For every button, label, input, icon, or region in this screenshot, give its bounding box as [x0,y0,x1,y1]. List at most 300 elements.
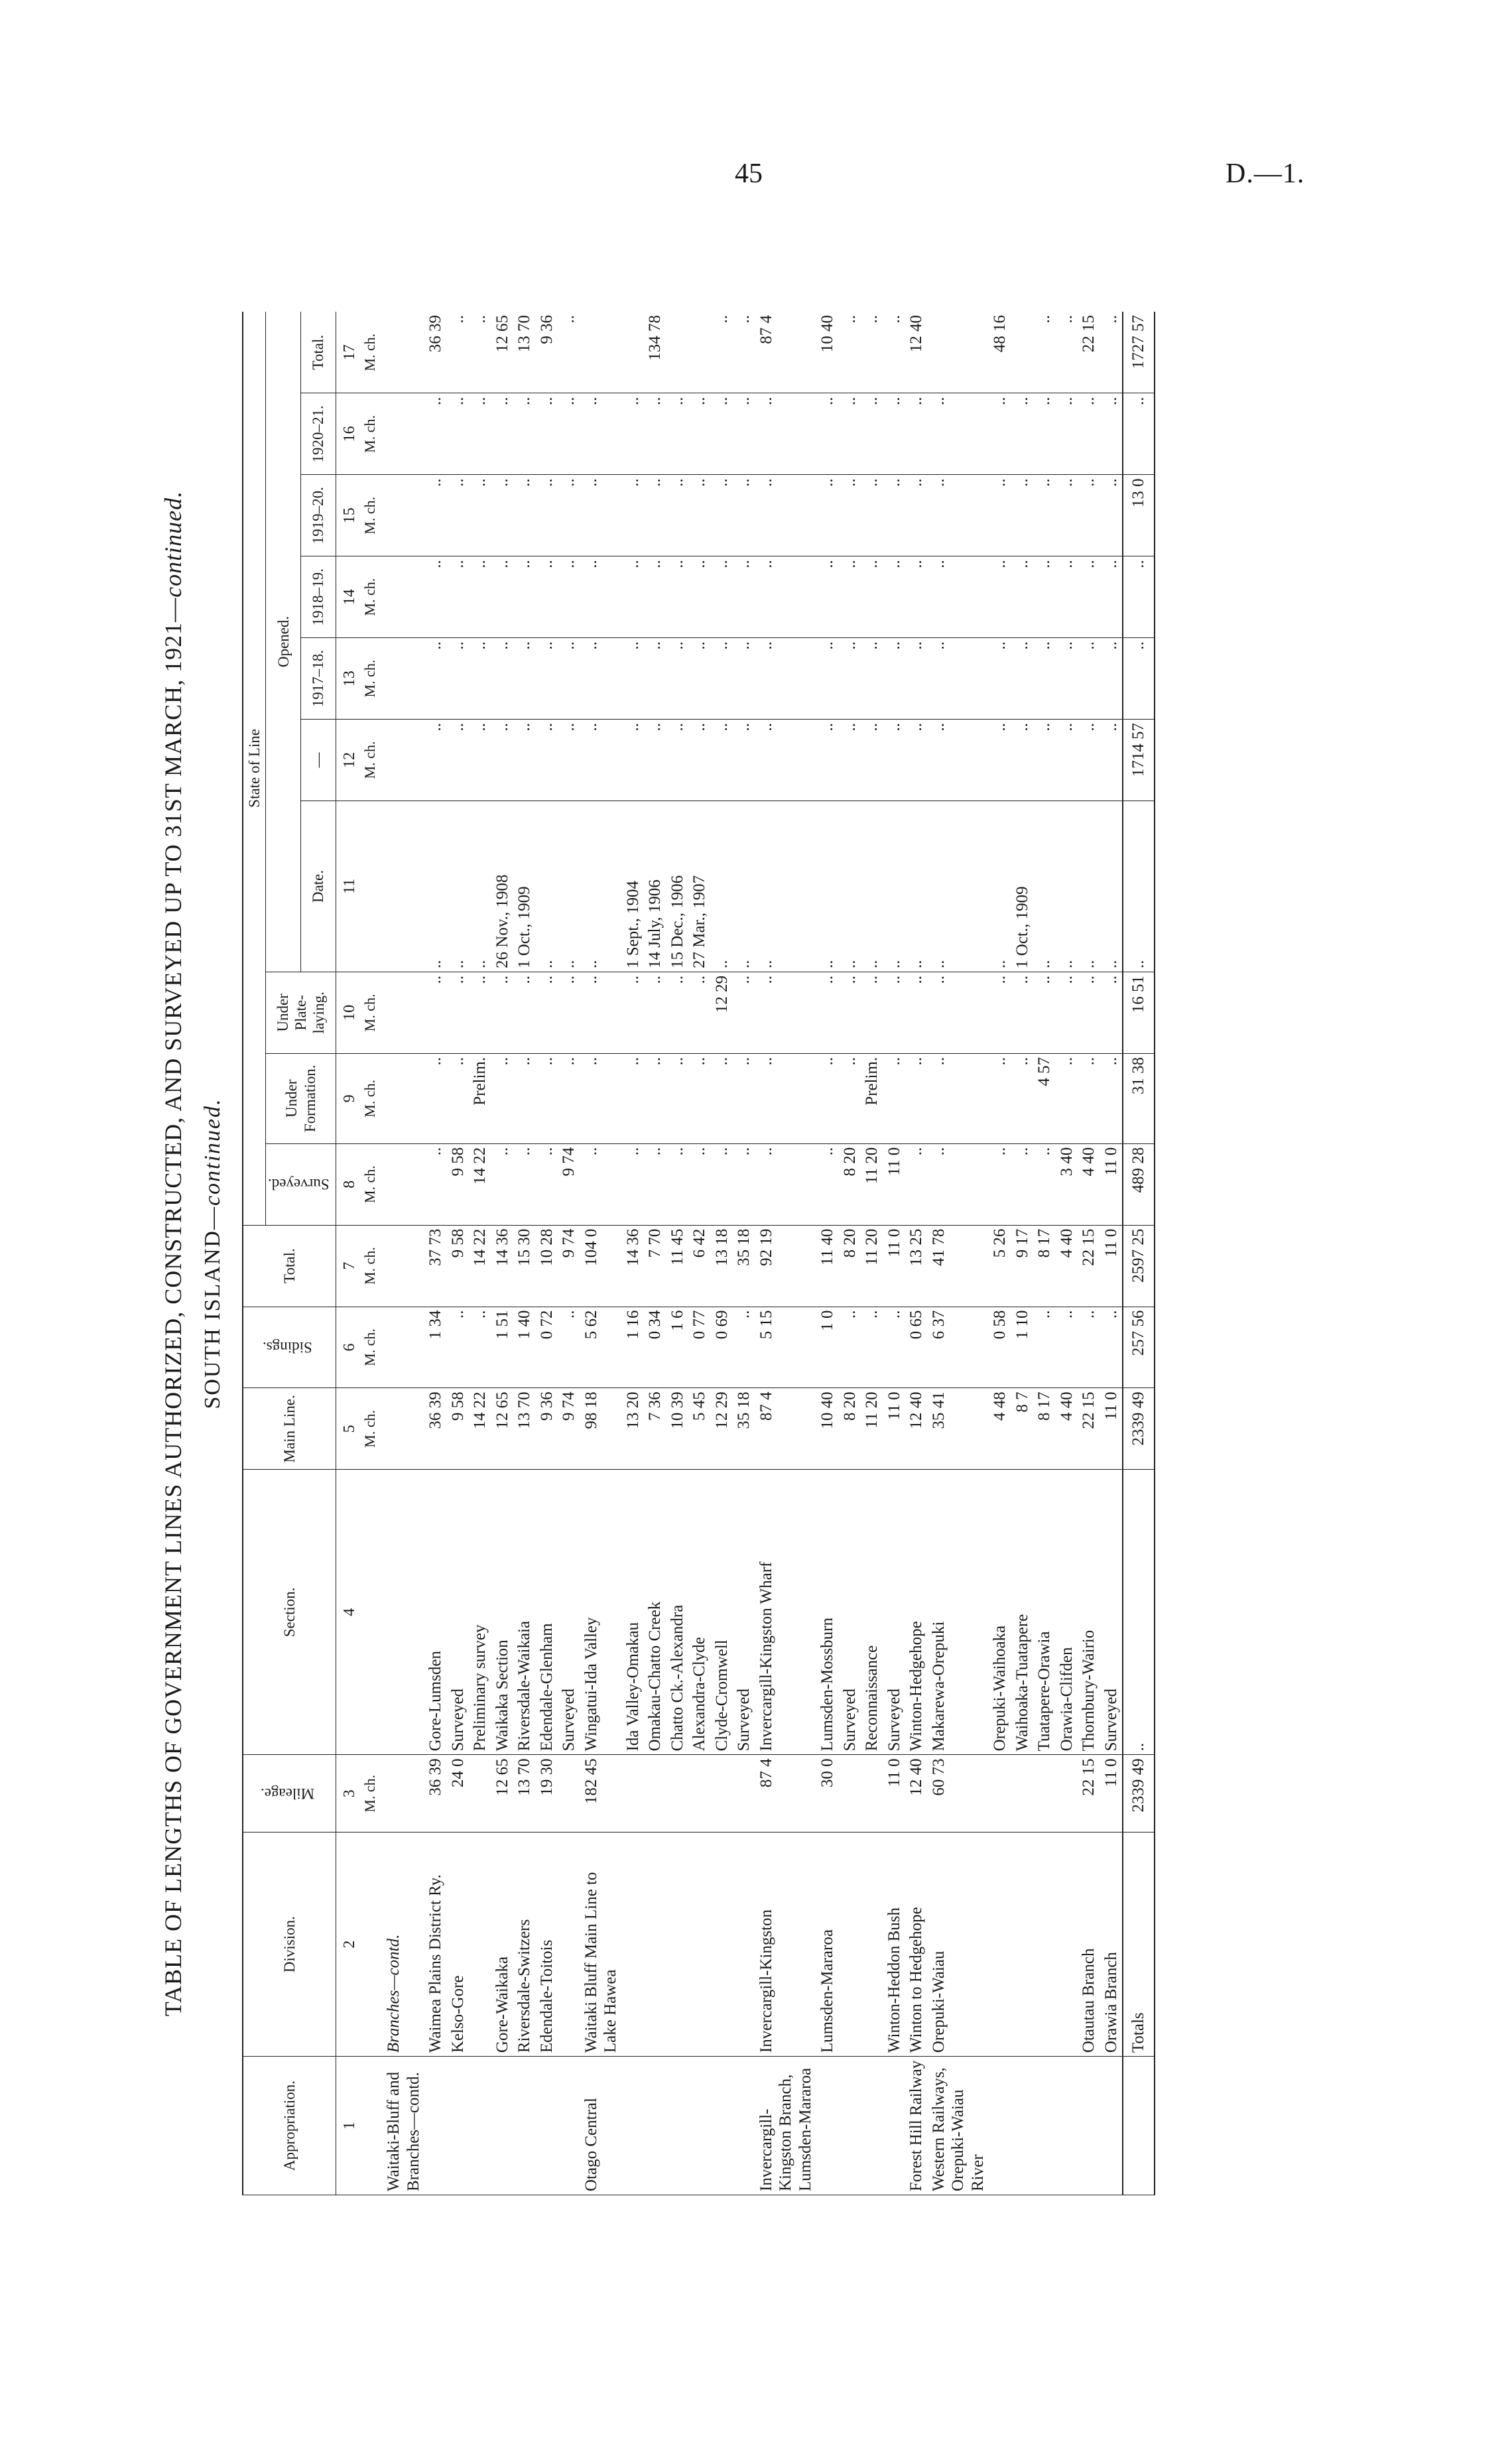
subcaption-continued: continued. [200,1098,225,1206]
column-number: 9 [336,1053,360,1143]
cell-o16: .. [491,393,514,475]
cell-o17: .. [447,312,470,393]
cell-o17: 22 15 [1078,312,1100,393]
cell-up: .. [424,972,447,1053]
rotated-table-block [146,285,1366,2222]
cell-o13: .. [666,638,689,720]
cell-o16: .. [861,393,883,475]
cell-o13: .. [1078,638,1100,720]
cell-o14: .. [816,556,839,638]
cell-tot: 14 22 [469,1225,491,1307]
cell-ml: 35 18 [733,1388,755,1470]
cell-div [839,1833,861,2057]
cell-tot: 11 0 [883,1225,906,1307]
cell-o12: .. [1100,720,1123,801]
cell-tot: 9 58 [447,1225,470,1307]
cell-ml: 4 48 [989,1388,1011,1470]
cell-div: Waimea Plains District Ry. [424,1833,447,2057]
cell-mil [469,1755,491,1833]
table-row [1100,312,1123,2195]
cell-mil: 182 45 [580,1755,622,1833]
cell-o16: .. [580,393,622,475]
cell-uf: .. [1056,1053,1078,1143]
cell-sd: 1 10 [1011,1307,1034,1388]
cell-o16: .. [666,393,689,475]
cell-mil [558,1755,580,1833]
totals-date: .. [1123,801,1155,972]
table-row [688,312,711,2195]
cell-sv: .. [622,1143,645,1225]
table-row [883,312,906,2195]
cell-sd: 1 40 [513,1307,536,1388]
cell-up: .. [905,972,928,1053]
totals-up: 16 51 [1123,972,1155,1053]
cell-app [989,2057,1011,2195]
cell-tot: 5 26 [989,1225,1011,1307]
cell-uf: .. [905,1053,928,1143]
cell-div: Winton-Heddon Bush [883,1833,906,2057]
cell-ml: 9 74 [558,1388,580,1470]
cell-o12: .. [447,720,470,801]
cell-sd: .. [883,1307,906,1388]
table-row [558,312,580,2195]
cell-tot [383,1225,424,1307]
cell-div [644,1833,666,2057]
cell-o15: .. [883,475,906,556]
totals-tot: 2597 25 [1123,1225,1155,1307]
cell-tot: 11 0 [1100,1225,1123,1307]
cell-mil [1056,1755,1078,1833]
cell-o14: .. [928,556,989,638]
cell-o16 [383,393,424,475]
cell-sv: 8 20 [839,1143,861,1225]
cell-up: .. [447,972,470,1053]
totals-o14: .. [1123,556,1155,638]
cell-o15 [383,475,424,556]
totals-o17: 1727 57 [1123,312,1155,393]
cell-tot: 11 20 [861,1225,883,1307]
table-row [928,312,989,2195]
cell-o14: .. [989,556,1011,638]
cell-sd: .. [1100,1307,1123,1388]
cell-div: Edendale-Toitois [536,1833,558,2057]
cell-date: .. [1056,801,1078,972]
cell-sec: Orawia-Clifden [1056,1470,1078,1755]
cell-uf: .. [644,1053,666,1143]
cell-app [536,2057,558,2195]
cell-o12: .. [905,720,928,801]
cell-div: Winton to Hedgehope [905,1833,928,2057]
cell-sd [383,1307,424,1388]
cell-uf: .. [1078,1053,1100,1143]
cell-sec: Surveyed [839,1470,861,1755]
cell-tot: 104 0 [580,1225,622,1307]
cell-o15: .. [536,475,558,556]
cell-tot: 11 40 [816,1225,839,1307]
totals-o15: 13 0 [1123,475,1155,556]
cell-o14: .. [644,556,666,638]
cell-tot: 13 18 [711,1225,733,1307]
cell-app [1011,2057,1034,2195]
cell-div [666,1833,689,2057]
cell-date: .. [733,801,755,972]
cell-o16: .. [513,393,536,475]
cell-up: .. [580,972,622,1053]
cell-uf: .. [513,1053,536,1143]
cell-o15: .. [491,475,514,556]
cell-up: .. [536,972,558,1053]
table-row [424,312,447,2195]
column-number: 2 [336,1833,360,2057]
cell-tot: 10 28 [536,1225,558,1307]
column-number: 11 [336,801,360,972]
cell-uf: Prelim. [861,1053,883,1143]
cell-up: .. [989,972,1011,1053]
cell-div: Lumsden-Mararoa [816,1833,839,2057]
cell-o15: .. [1078,475,1100,556]
cell-mil: 11 0 [1100,1755,1123,1833]
cell-ml: 10 39 [666,1388,689,1470]
cell-o15: .. [513,475,536,556]
cell-uf: .. [688,1053,711,1143]
table-row [383,312,424,2195]
cell-sec: Surveyed [883,1470,906,1755]
cell-sec: Clyde-Cromwell [711,1470,733,1755]
cell-o14: .. [1100,556,1123,638]
cell-o14: .. [580,556,622,638]
cell-uf: .. [622,1053,645,1143]
cell-o13: .. [733,638,755,720]
cell-date: 1 Oct., 1909 [513,801,536,972]
cell-o13: .. [1033,638,1056,720]
cell-tot: 6 42 [688,1225,711,1307]
cell-o14 [383,556,424,638]
cell-o17: .. [1033,312,1056,393]
cell-o13: .. [928,638,989,720]
cell-o15: .. [688,475,711,556]
cell-o17: .. [883,312,906,393]
unit-cell: M. ch. [360,972,383,1053]
header-dash: — [301,720,336,801]
cell-o17: 48 16 [989,312,1011,393]
cell-ml: 8 7 [1011,1388,1034,1470]
cell-o17: 13 70 [513,312,536,393]
unit-cell: M. ch. [360,638,383,720]
cell-date: .. [989,801,1011,972]
cell-o16: .. [928,393,989,475]
unit-cell: M. ch. [360,1755,383,1833]
table-row [513,312,536,2195]
cell-sec: Preliminary survey [469,1470,491,1755]
cell-sec: Gore-Lumsden [424,1470,447,1755]
column-number: 6 [336,1307,360,1388]
cell-mil: 87 4 [755,1755,817,1833]
cell-sv: 11 0 [883,1143,906,1225]
table-row [536,312,558,2195]
table-row [816,312,839,2195]
cell-o15: .. [666,475,689,556]
cell-date: .. [469,801,491,972]
table-row [491,312,514,2195]
cell-date: .. [536,801,558,972]
cell-o17 [688,312,711,393]
table-row [989,312,1011,2195]
cell-uf: .. [666,1053,689,1143]
unit-cell: M. ch. [360,1307,383,1388]
cell-sv: 4 40 [1078,1143,1100,1225]
header-state-of-line: State of Line [243,312,266,1225]
cell-sd: 0 65 [905,1307,928,1388]
cell-app [644,2057,666,2195]
table-row [1056,312,1078,2195]
cell-o13: .. [688,638,711,720]
caption-main: TABLE OF LENGTHS OF GOVERNMENT LINES AUTHORIZED, CONSTRUCTED, AND SURVEYED UP TO 31ST MARCH, 1921— [160,597,186,2017]
cell-o17 [928,312,989,393]
cell-o13: .. [513,638,536,720]
header-1918-19: 1918–19. [301,556,336,638]
page-number: 45 [735,159,763,189]
cell-sec: Wingatui-Ida Valley [580,1470,622,1755]
cell-sv: .. [536,1143,558,1225]
cell-sd: 0 72 [536,1307,558,1388]
cell-sv: .. [688,1143,711,1225]
cell-o15: .. [469,475,491,556]
cell-ml: 87 4 [755,1388,817,1470]
cell-uf [383,1053,424,1143]
unit-cell: M. ch. [360,720,383,801]
cell-o12: .. [644,720,666,801]
cell-o13: .. [491,638,514,720]
cell-uf: .. [1011,1053,1034,1143]
column-number: 7 [336,1225,360,1307]
cell-div: Kelso-Gore [447,1833,470,2057]
unit-cell: M. ch. [360,312,383,393]
cell-mil [839,1755,861,1833]
cell-up: .. [839,972,861,1053]
cell-sv: .. [666,1143,689,1225]
cell-up: .. [816,972,839,1053]
cell-o12: .. [469,720,491,801]
cell-o14: .. [469,556,491,638]
table-row [1033,312,1056,2195]
cell-sv: 14 22 [469,1143,491,1225]
cell-sec: Surveyed [558,1470,580,1755]
cell-o15: .. [622,475,645,556]
cell-o16: .. [1078,393,1100,475]
unit-cell: M. ch. [360,1143,383,1225]
header-appropriation: Appropriation. [243,2057,336,2195]
cell-o13: .. [447,638,470,720]
cell-div [469,1833,491,2057]
cell-date: 1 Sept., 1904 [622,801,645,972]
cell-mil: 13 70 [513,1755,536,1833]
cell-o16: .. [469,393,491,475]
cell-uf: .. [711,1053,733,1143]
cell-o15: .. [558,475,580,556]
cell-ml: 4 40 [1056,1388,1078,1470]
cell-o12: .. [622,720,645,801]
header-opened: Opened. [266,312,301,972]
cell-date: .. [558,801,580,972]
cell-sec: Alexandra-Clyde [688,1470,711,1755]
cell-o17: 134 78 [644,312,666,393]
cell-ml: 14 22 [469,1388,491,1470]
cell-o16: .. [1033,393,1056,475]
cell-up: .. [883,972,906,1053]
column-number: 15 [336,475,360,556]
cell-o13: .. [1011,638,1034,720]
cell-o16: .. [733,393,755,475]
cell-div: Branches—contd. [383,1833,424,2057]
header-date: Date. [301,801,336,972]
cell-o14: .. [755,556,817,638]
cell-sv: .. [905,1143,928,1225]
cell-o12: .. [755,720,817,801]
cell-date: .. [816,801,839,972]
cell-sec: Chatto Ck.-Alexandra [666,1470,689,1755]
column-number-row [336,312,360,2195]
cell-o16: .. [883,393,906,475]
cell-sv: 9 58 [447,1143,470,1225]
cell-o14: .. [447,556,470,638]
cell-date: 15 Dec., 1906 [666,801,689,972]
cell-ml: 12 65 [491,1388,514,1470]
cell-o17: .. [1100,312,1123,393]
cell-o13: .. [711,638,733,720]
header-total: Total. [243,1225,336,1307]
cell-o17: 87 4 [755,312,817,393]
column-number: 5 [336,1388,360,1470]
cell-sec: Reconnaissance [861,1470,883,1755]
cell-o15: .. [580,475,622,556]
cell-o12: .. [861,720,883,801]
table-row [1011,312,1034,2195]
cell-mil [1033,1755,1056,1833]
table-row [447,312,470,2195]
cell-ml [383,1388,424,1470]
cell-sv: .. [1011,1143,1034,1225]
cell-uf: .. [816,1053,839,1143]
cell-date: 26 Nov., 1908 [491,801,514,972]
cell-o17: 12 65 [491,312,514,393]
cell-o12: .. [558,720,580,801]
cell-o15: .. [447,475,470,556]
cell-o12: .. [424,720,447,801]
column-number: 14 [336,556,360,638]
header-main-line: Main Line. [243,1388,336,1470]
cell-tot: 14 36 [622,1225,645,1307]
cell-up: .. [688,972,711,1053]
cell-o12: .. [513,720,536,801]
cell-o13: .. [839,638,861,720]
cell-app: Invercargill-Kingston Branch, Lumsden-Mararoa [755,2057,817,2195]
cell-mil: 30 0 [816,1755,839,1833]
cell-sec: Waihoaka-Tuatapere [1011,1470,1034,1755]
cell-o16: .. [644,393,666,475]
cell-o12: .. [733,720,755,801]
cell-o15: .. [1056,475,1078,556]
cell-sec: Tuatapere-Orawia [1033,1470,1056,1755]
cell-o13: .. [883,638,906,720]
cell-tot: 8 20 [839,1225,861,1307]
cell-sec: Orepuki-Waihoaka [989,1470,1011,1755]
cell-ml: 8 17 [1033,1388,1056,1470]
cell-o14: .. [905,556,928,638]
cell-o14: .. [733,556,755,638]
unit-cell [360,2057,383,2195]
column-number: 12 [336,720,360,801]
cell-o17: .. [1056,312,1078,393]
cell-o17 [580,312,622,393]
column-number: 8 [336,1143,360,1225]
totals-mil: 2339 49 [1123,1755,1155,1833]
cell-ml: 98 18 [580,1388,622,1470]
header-mileage: Mileage. [243,1755,336,1833]
cell-div [688,1833,711,2057]
cell-sd: 0 69 [711,1307,733,1388]
cell-ml: 12 29 [711,1388,733,1470]
cell-app [816,2057,839,2195]
cell-up: .. [644,972,666,1053]
cell-date: .. [928,801,989,972]
cell-date: 27 Mar., 1907 [688,801,711,972]
cell-sd: 0 34 [644,1307,666,1388]
cell-mil [733,1755,755,1833]
cell-sv: .. [513,1143,536,1225]
cell-date: .. [755,801,817,972]
table-caption [159,285,187,2222]
cell-app: Waitaki-Bluff and Branches—contd. [383,2057,424,2195]
cell-tot: 15 30 [513,1225,536,1307]
cell-sd: .. [447,1307,470,1388]
cell-ml: 10 40 [816,1388,839,1470]
cell-date [383,801,424,972]
cell-app [469,2057,491,2195]
cell-tot: 8 17 [1033,1225,1056,1307]
cell-date: .. [1033,801,1056,972]
cell-div [711,1833,733,2057]
cell-up: .. [558,972,580,1053]
cell-up [383,972,424,1053]
cell-o16: .. [755,393,817,475]
unit-cell: M. ch. [360,1225,383,1307]
cell-sec: Thornbury-Wairio [1078,1470,1100,1755]
cell-app [861,2057,883,2195]
cell-date: .. [861,801,883,972]
unit-cell [360,1833,383,2057]
cell-mil: 60 73 [928,1755,989,1833]
cell-up: .. [469,972,491,1053]
column-number: 17 [336,312,360,393]
cell-up: .. [861,972,883,1053]
cell-o16: .. [1100,393,1123,475]
cell-div [861,1833,883,2057]
column-number: 13 [336,638,360,720]
totals-sd: 257 56 [1123,1307,1155,1388]
cell-ml: 12 40 [905,1388,928,1470]
cell-uf: .. [1100,1053,1123,1143]
cell-tot: 9 17 [1011,1225,1034,1307]
document-reference: D.—1. [1226,159,1305,189]
cell-sd: 1 34 [424,1307,447,1388]
table-row [711,312,733,2195]
cell-app [711,2057,733,2195]
cell-date: 1 Oct., 1909 [1011,801,1034,972]
column-number: 3 [336,1755,360,1833]
cell-o14: .. [424,556,447,638]
cell-o12: .. [989,720,1011,801]
cell-app [733,2057,755,2195]
